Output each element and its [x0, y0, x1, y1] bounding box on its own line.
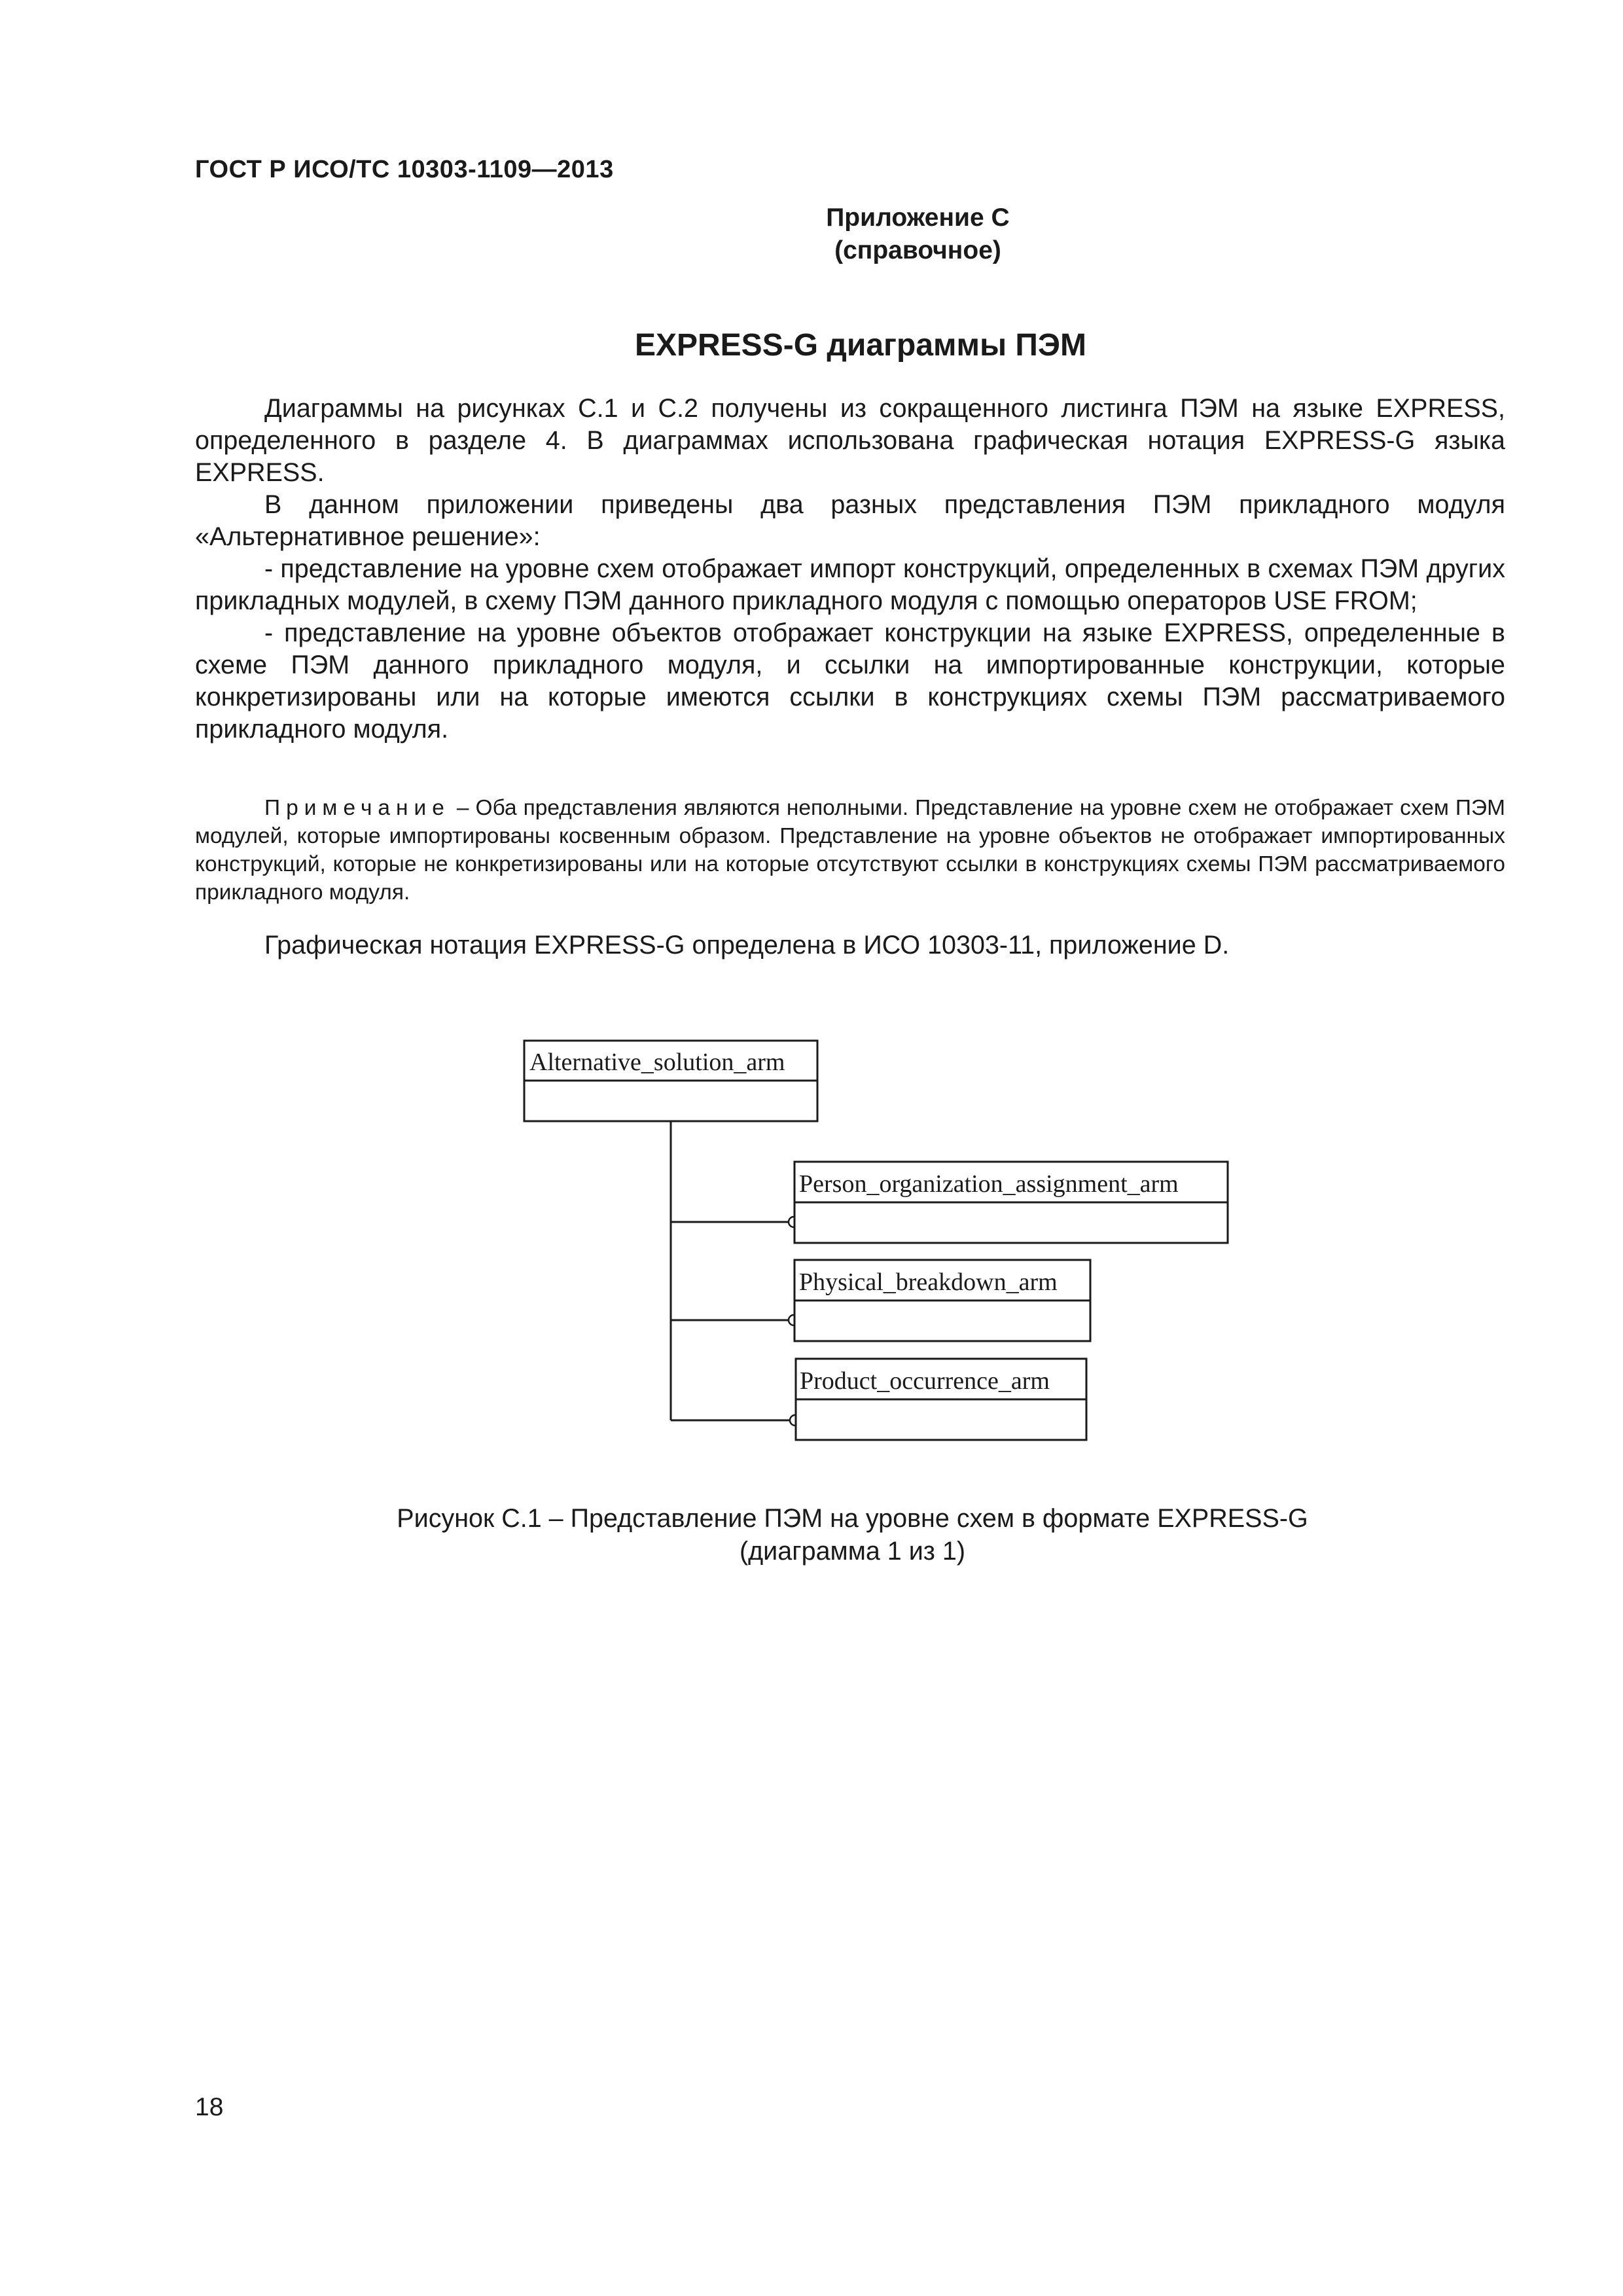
- page-number: 18: [195, 2093, 224, 2121]
- note-label: Примечание: [264, 796, 450, 820]
- figure-caption: [0, 1502, 1623, 1568]
- notation-reference: Графическая нотация EXPRESS-G определена в ИСО 10303-11, приложение D.: [264, 931, 1230, 960]
- figure-caption-line2: (диаграмма 1 из 1): [739, 1537, 966, 1566]
- annex-label: Приложение С: [826, 204, 1010, 232]
- paragraph-entity-level: - представление на уровне объектов отображает конструкции на языке EXPRESS, определенные в схеме ПЭМ данного прикладного модуля, и ссылки на импортированные конструкции, которые конкретизированы или на которые имеются ссылки в конструкциях схемы ПЭМ рассматриваемого прикладного модуля.: [195, 619, 1505, 744]
- annex-type: (справочное): [834, 236, 1001, 264]
- schema-name-main: Alternative_solution_arm: [529, 1049, 785, 1076]
- schema-box-imported: [794, 1260, 1090, 1341]
- figure-caption-line1: Рисунок С.1 – Представление ПЭМ на уровне схем в формате EXPRESS-G: [397, 1504, 1308, 1533]
- annex-title-text: EXPRESS-G диаграммы ПЭМ: [634, 328, 1087, 363]
- annex-title: [0, 327, 1623, 363]
- schema-name-imported: Product_occurrence_arm: [800, 1367, 1050, 1395]
- standard-code-header: ГОСТ Р ИСО/ТС 10303-1109—2013: [195, 156, 614, 183]
- annex-heading: [0, 202, 1623, 267]
- body-text: [195, 393, 1505, 745]
- schema-name-imported: Person_organization_assignment_arm: [799, 1170, 1179, 1198]
- schema-box-imported: [796, 1359, 1086, 1440]
- note: [195, 794, 1505, 906]
- paragraph-representations: В данном приложении приведены два разных представления ПЭМ прикладного модуля «Альтернативное решение»:: [195, 490, 1505, 551]
- schema-name-imported: Physical_breakdown_arm: [799, 1268, 1058, 1296]
- schema-box-main: [524, 1041, 817, 1121]
- note-text: – Оба представления являются неполными. Представление на уровне схем не отображает схем ПЭМ модулей, которые импортированы косвенным образом. Представление на уровне объектов не отображает импортированных конструкций, которые не конкретизированы или на которые отсутствуют ссылки в конструкциях схемы ПЭМ рассматриваемого прикладного модуля.: [195, 796, 1505, 905]
- express-g-diagram: [517, 1037, 1237, 1469]
- paragraph-intro: Диаграммы на рисунках С.1 и С.2 получены из сокращенного листинга ПЭМ на языке EXPRESS, определенного в разделе 4. В диаграммах использована графическая нотация EXPRESS-G языка EXPRESS.: [195, 394, 1505, 487]
- schema-box-imported: [794, 1162, 1228, 1243]
- paragraph-schema-level: - представление на уровне схем отображает импорт конструкций, определенных в схемах ПЭМ других прикладных модулей, в схему ПЭМ данного прикладного модуля с помощью операторов USE FROM;: [195, 554, 1505, 615]
